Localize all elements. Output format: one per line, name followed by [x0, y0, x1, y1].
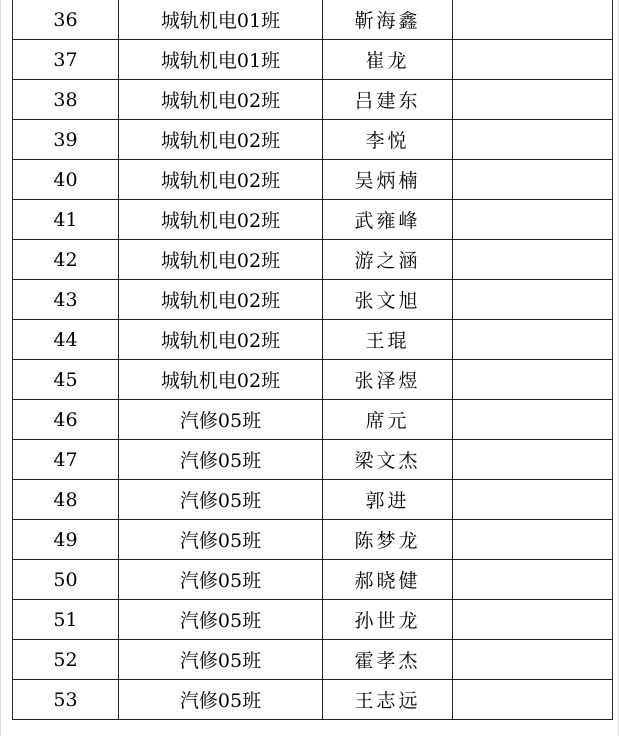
- student-name-cell[interactable]: 陈梦龙: [323, 520, 453, 560]
- student-name-cell[interactable]: 王志远: [323, 680, 453, 720]
- row-number-cell[interactable]: 36: [13, 0, 119, 40]
- row-number-cell[interactable]: 43: [13, 280, 119, 320]
- class-cell[interactable]: 城轨机电02班: [119, 80, 323, 120]
- class-cell[interactable]: 城轨机电02班: [119, 160, 323, 200]
- empty-cell[interactable]: [453, 80, 613, 120]
- student-name-cell[interactable]: 席元: [323, 400, 453, 440]
- row-number-cell[interactable]: 44: [13, 320, 119, 360]
- empty-cell[interactable]: [453, 440, 613, 480]
- row-number-cell[interactable]: 47: [13, 440, 119, 480]
- student-name-cell[interactable]: 王琨: [323, 320, 453, 360]
- table-row: [13, 200, 613, 240]
- empty-cell[interactable]: [453, 640, 613, 680]
- class-cell[interactable]: 城轨机电02班: [119, 280, 323, 320]
- empty-cell[interactable]: [453, 160, 613, 200]
- empty-cell[interactable]: [453, 680, 613, 720]
- student-name-cell[interactable]: 郭进: [323, 480, 453, 520]
- table-row: [13, 120, 613, 160]
- table-row: [13, 240, 613, 280]
- class-cell[interactable]: 汽修05班: [119, 600, 323, 640]
- empty-cell[interactable]: [453, 520, 613, 560]
- table-row: [13, 360, 613, 400]
- student-table-body: [13, 0, 613, 720]
- row-number-cell[interactable]: 42: [13, 240, 119, 280]
- table-row: [13, 680, 613, 720]
- student-name-cell[interactable]: 吴炳楠: [323, 160, 453, 200]
- class-cell[interactable]: 汽修05班: [119, 680, 323, 720]
- class-cell[interactable]: 城轨机电01班: [119, 40, 323, 80]
- class-cell[interactable]: 城轨机电02班: [119, 120, 323, 160]
- empty-cell[interactable]: [453, 280, 613, 320]
- student-name-cell[interactable]: 孙世龙: [323, 600, 453, 640]
- empty-cell[interactable]: [453, 120, 613, 160]
- student-name-cell[interactable]: 梁文杰: [323, 440, 453, 480]
- table-row: [13, 520, 613, 560]
- table-row: [13, 440, 613, 480]
- class-cell[interactable]: 汽修05班: [119, 560, 323, 600]
- table-row: [13, 480, 613, 520]
- empty-cell[interactable]: [453, 400, 613, 440]
- row-number-cell[interactable]: 46: [13, 400, 119, 440]
- class-cell[interactable]: 汽修05班: [119, 480, 323, 520]
- row-number-cell[interactable]: 48: [13, 480, 119, 520]
- class-cell[interactable]: 城轨机电02班: [119, 360, 323, 400]
- row-number-cell[interactable]: 38: [13, 80, 119, 120]
- empty-cell[interactable]: [453, 40, 613, 80]
- row-number-cell[interactable]: 49: [13, 520, 119, 560]
- row-number-cell[interactable]: 52: [13, 640, 119, 680]
- empty-cell[interactable]: [453, 320, 613, 360]
- table-row: [13, 600, 613, 640]
- row-number-cell[interactable]: 53: [13, 680, 119, 720]
- row-number-cell[interactable]: 45: [13, 360, 119, 400]
- table-row: [13, 400, 613, 440]
- class-cell[interactable]: 汽修05班: [119, 640, 323, 680]
- student-name-cell[interactable]: 张泽煜: [323, 360, 453, 400]
- row-number-cell[interactable]: 37: [13, 40, 119, 80]
- empty-cell[interactable]: [453, 560, 613, 600]
- class-cell[interactable]: 汽修05班: [119, 520, 323, 560]
- table-row: [13, 320, 613, 360]
- table-row: [13, 560, 613, 600]
- student-name-cell[interactable]: 吕建东: [323, 80, 453, 120]
- table-row: [13, 640, 613, 680]
- empty-cell[interactable]: [453, 0, 613, 40]
- student-name-cell[interactable]: 游之涵: [323, 240, 453, 280]
- student-name-cell[interactable]: 崔龙: [323, 40, 453, 80]
- row-number-cell[interactable]: 39: [13, 120, 119, 160]
- empty-cell[interactable]: [453, 240, 613, 280]
- table-row: [13, 40, 613, 80]
- student-name-cell[interactable]: 武雍峰: [323, 200, 453, 240]
- class-cell[interactable]: 城轨机电02班: [119, 320, 323, 360]
- row-number-cell[interactable]: 51: [13, 600, 119, 640]
- row-number-cell[interactable]: 50: [13, 560, 119, 600]
- class-cell[interactable]: 汽修05班: [119, 440, 323, 480]
- empty-cell[interactable]: [453, 480, 613, 520]
- table-row: [13, 160, 613, 200]
- student-name-cell[interactable]: 郝晓健: [323, 560, 453, 600]
- class-cell[interactable]: 汽修05班: [119, 400, 323, 440]
- class-cell[interactable]: 城轨机电02班: [119, 200, 323, 240]
- class-cell[interactable]: 城轨机电02班: [119, 240, 323, 280]
- table-row: [13, 280, 613, 320]
- empty-cell[interactable]: [453, 600, 613, 640]
- student-name-cell[interactable]: 霍孝杰: [323, 640, 453, 680]
- table-row: [13, 0, 613, 40]
- student-name-cell[interactable]: 张文旭: [323, 280, 453, 320]
- row-number-cell[interactable]: 40: [13, 160, 119, 200]
- table-row: [13, 80, 613, 120]
- row-number-cell[interactable]: 41: [13, 200, 119, 240]
- student-table: [12, 0, 613, 720]
- empty-cell[interactable]: [453, 200, 613, 240]
- student-name-cell[interactable]: 靳海鑫: [323, 0, 453, 40]
- student-name-cell[interactable]: 李悦: [323, 120, 453, 160]
- class-cell[interactable]: 城轨机电01班: [119, 0, 323, 40]
- empty-cell[interactable]: [453, 360, 613, 400]
